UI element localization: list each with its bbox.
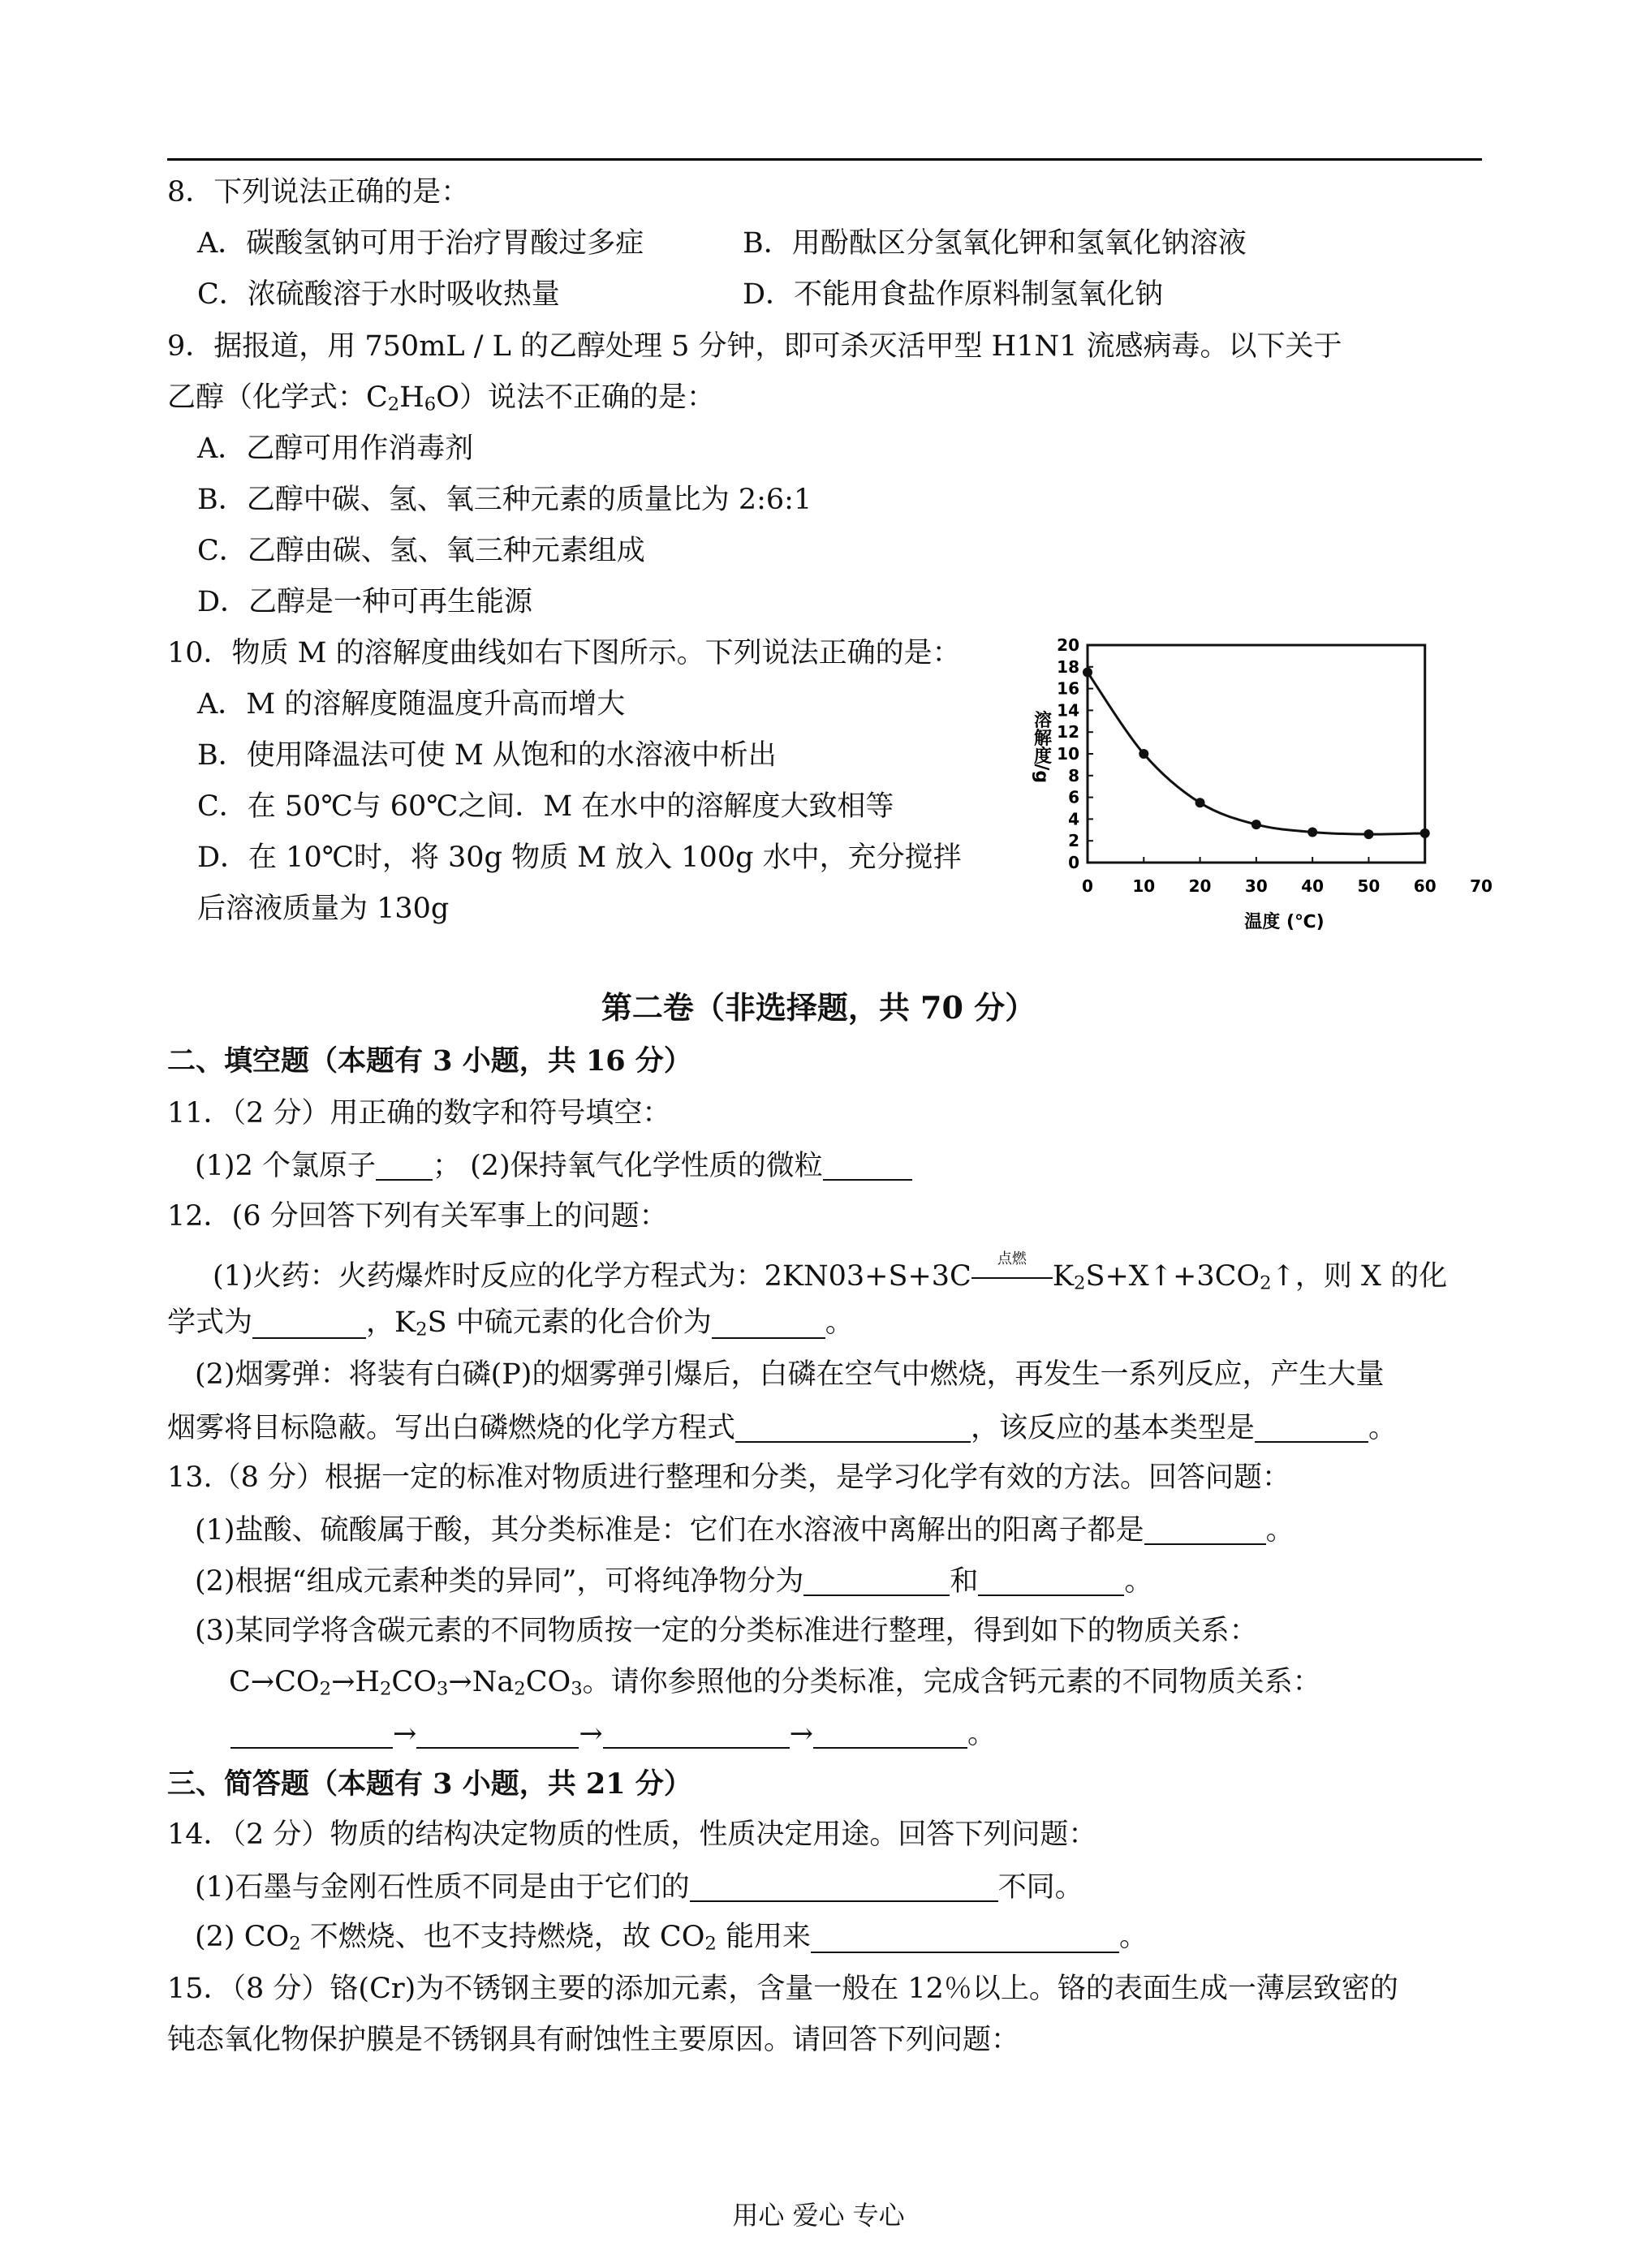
q11-parts: (1)2 个氯原子 ； (2)保持氧气化学性质的微粒 bbox=[195, 1151, 912, 1181]
data-point bbox=[1139, 749, 1148, 759]
q9-option-c: C．乙醇由碳、氢、氧三种元素组成 bbox=[197, 535, 645, 567]
y-tick-label: 12 bbox=[1057, 722, 1079, 742]
y-tick-label: 14 bbox=[1057, 700, 1079, 721]
data-point bbox=[1307, 827, 1317, 837]
y-tick-label: 6 bbox=[1068, 787, 1079, 807]
q12-line4: 烟雾将目标隐蔽。写出白磷燃烧的化学方程式 ，该反应的基本类型是 。 bbox=[167, 1412, 1398, 1444]
answer-blank[interactable] bbox=[823, 1151, 912, 1181]
answer-blank[interactable] bbox=[1255, 1413, 1368, 1443]
answer-blank[interactable] bbox=[803, 1566, 950, 1596]
q10-stem: 10．物质 M 的溶解度曲线如右下图所示。下列说法正确的是： bbox=[167, 637, 961, 669]
x-tick-label: 20 bbox=[1188, 876, 1212, 896]
q10-option-b: B．使用降温法可使 M 从饱和的水溶液中析出 bbox=[197, 739, 777, 772]
x-tick-label: 60 bbox=[1413, 876, 1437, 896]
q13-part3: (3)某同学将含碳元素的不同物质按一定的分类标准进行整理，得到如下的物质关系： bbox=[195, 1615, 1258, 1647]
q9-stem-line2: 乙醇（化学式：$C_2H_6O$）说法不正确的是： bbox=[167, 381, 715, 415]
answer-blank[interactable] bbox=[603, 1719, 790, 1749]
q9-option-b: B．乙醇中碳、氢、氧三种元素的质量比为 2:6:1 bbox=[197, 484, 812, 516]
q9-stem-line1: 9．据报道，用 750mL / L 的乙醇处理 5 分钟，即可杀灭活甲型 H1N1 流感病毒。以下关于 bbox=[167, 330, 1342, 363]
q12-line3: (2)烟雾弹：将装有白磷(P)的烟雾弹引爆后，白磷在空气中燃烧，再发生一系列反应，产生大量 bbox=[195, 1358, 1385, 1391]
y-tick-label: 8 bbox=[1068, 765, 1079, 785]
y-tick-label: 4 bbox=[1068, 809, 1079, 829]
data-point bbox=[1195, 798, 1205, 807]
reaction-arrow: 点燃 bbox=[971, 1257, 1053, 1285]
y-axis-label: 溶解度/g bbox=[1031, 710, 1052, 784]
solubility-curve bbox=[1088, 673, 1425, 835]
section3-heading: 三、简答题（本题有 3 小题，共 21 分） bbox=[167, 1767, 692, 1801]
q13-carbon-chain: $C\to CO_2\to H_2CO_3\to Na_2CO_3$。请你参照他的分类标准，完成含钙元素的不同物质关系： bbox=[229, 1666, 1321, 1700]
y-tick-label: 20 bbox=[1057, 635, 1079, 655]
data-point bbox=[1083, 668, 1092, 678]
y-tick-label: 18 bbox=[1057, 656, 1079, 677]
y-tick-label: 2 bbox=[1068, 831, 1079, 851]
q10-option-d-line2: 后溶液质量为 130g bbox=[197, 893, 450, 925]
q15-line1: 15．（8 分）铬(Cr)为不锈钢主要的添加元素，含量一般在 12％以上。铬的表面生成一薄层致密的 bbox=[167, 1973, 1398, 2005]
y-tick-label: 0 bbox=[1068, 853, 1079, 872]
answer-blank[interactable] bbox=[230, 1719, 393, 1749]
q13-calcium-chain: → → → 。 bbox=[230, 1719, 996, 1749]
header-rule bbox=[167, 158, 1482, 161]
q13-stem: 13.（8 分）根据一定的标准对物质进行整理和分类，是学习化学有效的方法。回答问题： bbox=[167, 1461, 1291, 1494]
answer-blank[interactable] bbox=[416, 1719, 579, 1749]
q11-stem: 11．（2 分）用正确的数字和符号填空： bbox=[167, 1097, 671, 1130]
answer-blank[interactable] bbox=[1144, 1515, 1266, 1545]
q14-part2: (2) $CO_2$ 不燃烧、也不支持燃烧，故 $CO_2$ 能用来 。 bbox=[195, 1921, 1148, 1955]
x-tick-label: 10 bbox=[1132, 876, 1156, 896]
q12-line2: 学式为 ，$K_2S$ 中硫元素的化合价为 。 bbox=[167, 1306, 854, 1341]
q8-option-a: A．碳酸氢钠可用于治疗胃酸过多症 bbox=[197, 227, 644, 260]
solubility-chart bbox=[1027, 629, 1493, 937]
x-tick-label: 0 bbox=[1082, 876, 1093, 896]
q14-stem: 14．（2 分）物质的结构决定物质的性质，性质决定用途。回答下列问题： bbox=[167, 1818, 1097, 1851]
answer-blank[interactable] bbox=[690, 1872, 998, 1902]
page-footer: 用心 爱心 专心 bbox=[732, 2200, 905, 2231]
section2-heading: 二、填空题（本题有 3 小题，共 16 分） bbox=[167, 1044, 692, 1078]
x-tick-label: 70 bbox=[1470, 876, 1493, 896]
q8-option-b: B．用酚酞区分氢氧化钾和氢氧化钠溶液 bbox=[743, 227, 1247, 260]
data-point bbox=[1251, 820, 1261, 829]
x-tick-label: 50 bbox=[1357, 876, 1381, 896]
q10-option-d-line1: D．在 10℃时，将 30g 物质 M 放入 100g 水中，充分搅拌 bbox=[197, 841, 962, 874]
answer-blank[interactable] bbox=[252, 1309, 366, 1339]
answer-blank[interactable] bbox=[712, 1309, 825, 1339]
q8-option-c: C．浓硫酸溶于水时吸收热量 bbox=[197, 278, 560, 311]
q10-option-c: C．在 50℃与 60℃之间．M 在水中的溶解度大致相等 bbox=[197, 790, 894, 823]
answer-blank[interactable] bbox=[978, 1566, 1124, 1596]
data-point bbox=[1363, 829, 1373, 839]
x-axis-label: 温度 (℃) bbox=[1244, 912, 1325, 932]
q8-stem: 8．下列说法正确的是： bbox=[167, 176, 470, 209]
q14-part1: (1)石墨与金刚石性质不同是由于它们的 不同。 bbox=[195, 1871, 1083, 1904]
q9-option-d: D．乙醇是一种可再生能源 bbox=[197, 586, 533, 618]
x-tick-label: 30 bbox=[1244, 876, 1268, 896]
answer-blank[interactable] bbox=[811, 1923, 1119, 1953]
q9-option-a: A．乙醇可用作消毒剂 bbox=[197, 433, 474, 465]
answer-blank[interactable] bbox=[813, 1719, 967, 1749]
answer-blank[interactable] bbox=[376, 1151, 433, 1181]
q13-part2: (2)根据“组成元素种类的异同”，可将纯净物分为 和 。 bbox=[195, 1565, 1153, 1598]
y-tick-label: 10 bbox=[1057, 744, 1079, 764]
part2-title: 第二卷（非选择题，共 70 分） bbox=[601, 989, 1036, 1026]
q10-option-a: A．M 的溶解度随温度升高而增大 bbox=[197, 688, 626, 721]
q8-option-d: D．不能用食盐作原料制氢氧化钠 bbox=[743, 278, 1164, 311]
y-tick-label: 16 bbox=[1057, 678, 1079, 699]
q15-line2: 钝态氧化物保护膜是不锈钢具有耐蚀性主要原因。请回答下列问题： bbox=[167, 2024, 1020, 2056]
data-point bbox=[1420, 828, 1430, 838]
plot-frame bbox=[1088, 645, 1425, 863]
q12-stem: 12．(6 分回答下列有关军事上的问题： bbox=[167, 1200, 668, 1233]
answer-blank[interactable] bbox=[735, 1413, 971, 1443]
x-tick-label: 40 bbox=[1301, 876, 1325, 896]
q12-line1: (1)火药：火药爆炸时反应的化学方程式为：2KN03+S+3C 点燃 $K_2S+X↑+3CO_2↑$，则 X 的化 bbox=[213, 1250, 1448, 1294]
q13-part1: (1)盐酸、硫酸属于酸，其分类标准是：它们在水溶液中离解出的阳离子都是 。 bbox=[195, 1514, 1295, 1547]
